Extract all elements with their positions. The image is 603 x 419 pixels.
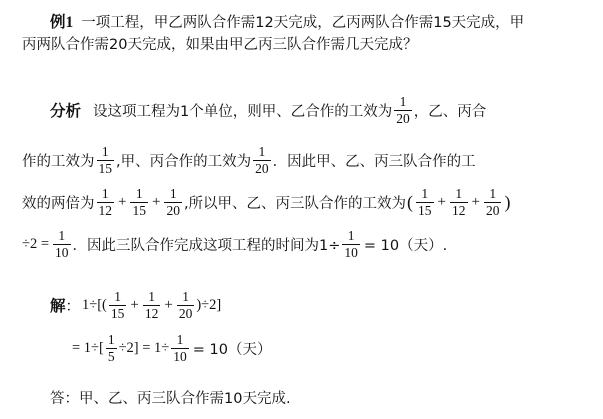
analysis-text-4b: ．因此三队合作完成这项工程的时间为1÷ xyxy=(72,237,341,254)
analysis-line-2 xyxy=(22,145,476,176)
fraction-1-12: $\frac{1}{12}$ xyxy=(144,289,159,321)
fraction-1-5: $\frac{1}{5}$ xyxy=(107,332,115,364)
fraction-1-10: $\frac{1}{10}$ xyxy=(173,332,187,364)
analysis-text-2a: 作的工效为 xyxy=(22,153,95,170)
fraction-1-20: $\frac{1}{20}$ xyxy=(255,144,269,176)
solution-text-1a: 1÷[( xyxy=(82,296,107,313)
problem-line-2 xyxy=(22,33,417,54)
solution-colon: ： xyxy=(65,298,81,315)
solution-text-1b: )÷2] xyxy=(196,296,222,313)
plus-sign: + xyxy=(471,193,480,210)
right-paren: ) xyxy=(504,191,511,212)
fraction-1-15: $\frac{1}{15}$ xyxy=(132,186,146,218)
solution-text-2c: = 10（天） xyxy=(192,341,272,358)
problem-label: 例1 xyxy=(50,14,74,31)
answer-text: 答：甲、乙、丙三队合作需10天完成. xyxy=(50,391,291,407)
analysis-line-1 xyxy=(50,95,486,126)
analysis-line-4 xyxy=(22,229,447,260)
analysis-text-3a: 效的两倍为 xyxy=(22,195,95,212)
solution-line-2 xyxy=(72,333,272,364)
fraction-1-10: $\frac{1}{10}$ xyxy=(55,228,69,260)
fraction-1-20: $\frac{1}{20}$ xyxy=(396,94,410,126)
fraction-1-10: $\frac{1}{10}$ xyxy=(344,228,358,260)
fraction-1-15: $\frac{1}{15}$ xyxy=(110,289,125,321)
fraction-1-20: $\frac{1}{20}$ xyxy=(166,186,180,218)
fraction-1-15: $\frac{1}{15}$ xyxy=(98,144,112,176)
analysis-text-2b: ,甲、丙合作的工效为 xyxy=(116,153,252,170)
analysis-line-3 xyxy=(22,187,511,218)
analysis-text-1-tail: ，乙、丙合 xyxy=(413,103,487,120)
analysis-text-3b: ,所以甲、乙、丙三队合作的工效为 xyxy=(183,195,407,212)
plus-sign: + xyxy=(164,296,173,313)
analysis-text-1: 设这项工程为1个单位，则甲、乙合作的工效为 xyxy=(93,103,393,120)
solution-text-2a: = 1÷[ xyxy=(72,339,104,356)
analysis-label: 分析 xyxy=(50,103,82,121)
solution-label: 解 xyxy=(50,298,66,316)
plus-sign: + xyxy=(151,193,161,210)
solution-text-2b: ÷2] = 1÷ xyxy=(118,339,170,356)
fraction-1-15: $\frac{1}{15}$ xyxy=(418,186,432,218)
analysis-text-4a: ÷2 = xyxy=(22,235,50,252)
fraction-1-12: $\frac{1}{12}$ xyxy=(98,186,112,218)
solution-line-1 xyxy=(50,290,221,321)
analysis-text-2c: ．因此甲、乙、丙三队合作的工 xyxy=(272,153,476,170)
problem-text-2: 丙两队合作需20天完成，如果由甲乙丙三队合作需几天完成？ xyxy=(22,37,418,53)
plus-sign: + xyxy=(437,193,447,210)
plus-sign: + xyxy=(118,193,127,210)
problem-line-1 xyxy=(50,10,524,32)
answer-line xyxy=(50,387,291,408)
analysis-text-4c: = 10（天）. xyxy=(363,237,448,254)
left-paren: ( xyxy=(407,191,414,212)
fraction-1-12: $\frac{1}{12}$ xyxy=(452,186,466,218)
fraction-1-20: $\frac{1}{20}$ xyxy=(178,289,193,321)
fraction-1-20: $\frac{1}{20}$ xyxy=(485,186,500,218)
problem-text-1: 一项工程，甲乙两队合作需12天完成，乙丙两队合作需15天完成，甲 xyxy=(81,14,525,31)
plus-sign: + xyxy=(130,296,139,313)
